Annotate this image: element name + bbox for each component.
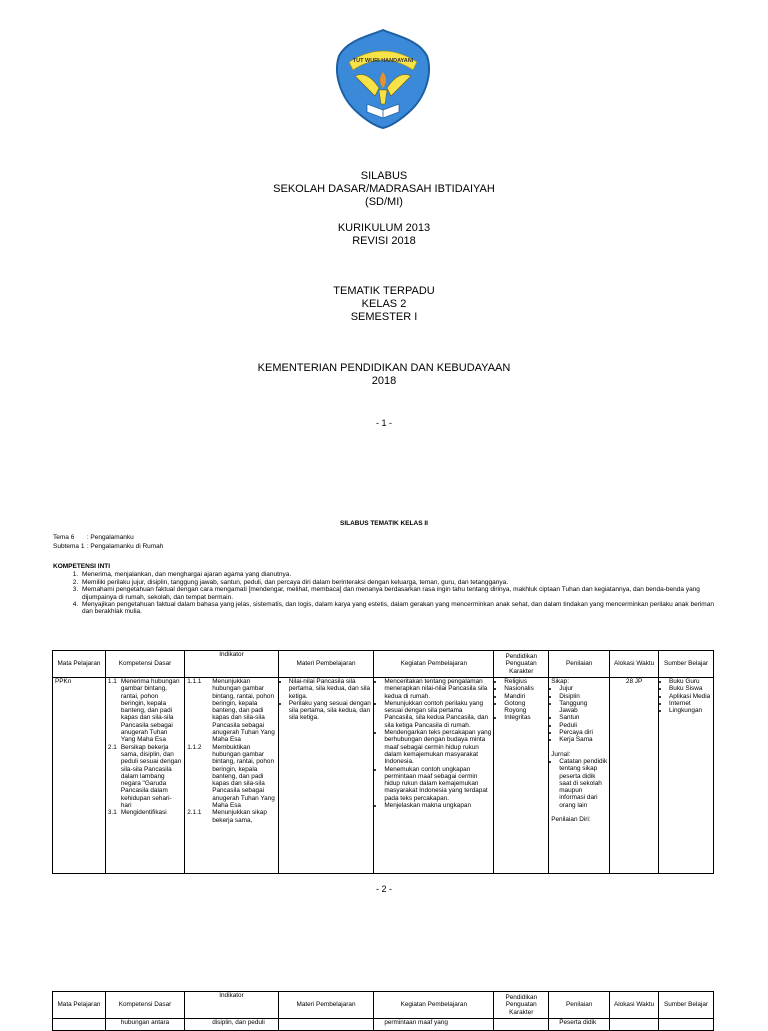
tema-line	[53, 534, 134, 541]
sumber-cell	[659, 678, 714, 874]
cover-year: 2018	[371, 375, 397, 387]
cover-title: SILABUS	[360, 170, 408, 182]
tema-value: : Pengalamanku	[86, 534, 134, 541]
jurnal-label: Jurnal:	[551, 750, 571, 758]
cover-theme: TEMATIK TERPADU	[333, 285, 435, 297]
karakter-item: • Gotong Royong	[504, 700, 546, 715]
ki-list	[53, 571, 715, 615]
karakter-item: • Mandiri	[504, 693, 546, 700]
kegiatan-item: • Mendengarkan teks percakapan yang berhubungan dengan budaya minta maaf sebagai cermin hidup rukun dalam kemajemukan masyarakat Indonesia.	[384, 729, 491, 765]
page-number: - 1 -	[375, 418, 392, 428]
col-header: Materi Pembelajaran	[278, 651, 374, 678]
sikap-item: • Tanggung Jawab	[559, 700, 607, 715]
syllabus-heading: SILABUS TEMATIK KELAS II	[340, 520, 428, 527]
penilaian-diri-label: Penilaian Diri:	[551, 816, 591, 824]
indikator-cell	[185, 678, 279, 874]
col-header: Sumber Belajar	[659, 651, 714, 678]
indikator-item: 1.1.1 Menunjukkan hubungan gambar bintang, rantai, pohon beringin, kepala banteng, dan padi kapas dan sila-sila Pancasila sebagai anugerah Tuhan Yang Maha Esa	[187, 678, 275, 744]
kegiatan-item: • Menemukan contoh ungkapan permintaan maaf sebagai cermin hidup rukun dalam kemajemukan masyarakat Indonesia yang terdapat pada teks percakapan.	[384, 766, 491, 802]
karakter-item: • Nasionalis	[504, 685, 546, 692]
col-header: Mata Pelajaran	[53, 992, 106, 1019]
col-header: Kompetensi Dasar	[105, 992, 184, 1019]
alokasi-cell: 28 JP	[610, 678, 659, 874]
cover-grade: KELAS 2	[361, 298, 407, 310]
karakter-item: • Integritas	[504, 714, 546, 721]
table-header-row	[53, 992, 714, 1019]
sumber-item: • Lingkungan	[669, 707, 711, 714]
col-header: Penilaian	[549, 651, 610, 678]
materi-cell	[278, 678, 374, 874]
cover-revision: REVISI 2018	[352, 235, 416, 247]
subtema-line	[53, 543, 163, 550]
col-header: Materi Pembelajaran	[278, 992, 374, 1019]
indikator-item: 1.1.2 Membuktikan hubungan gambar bintang, rantai, pohon beringin, kepala banteng, dan padi kapas dan sila-sila Pancasila sebagai anugerah Tuhan Yang Maha Esa	[187, 743, 275, 810]
materi-item: • Nilai-nilai Pancasila sila pertama, sila kedua, dan sila ketiga.	[289, 678, 372, 700]
page-number: - 2 -	[375, 884, 392, 894]
tema-label: Tema 6	[53, 534, 75, 541]
cover-ministry: KEMENTERIAN PENDIDIKAN DAN KEBUDAYAAN	[257, 362, 511, 374]
col-header: Kegiatan Pembelajaran	[374, 992, 494, 1019]
sumber-item: • Aplikasi Media	[669, 693, 711, 700]
sikap-item: • Santun	[559, 714, 607, 721]
penilaian-fragment: Peserta didik	[549, 1019, 610, 1031]
subtema-label: Subtema 1	[53, 543, 85, 550]
col-header: Pendidikan Penguatan Karakter	[494, 992, 549, 1019]
table-header-row	[53, 651, 714, 678]
ki-item: 4. Menyajikan pengetahuan faktual dalam bahasa yang jelas, sistematis, dan logis, dalam karya yang estetis, dalam gerakan yang mencerminkan anak sehat, dan dalam tindakan yang mencerminkan perilaku anak beriman dan berakhlak mulia.	[80, 601, 715, 616]
kegiatan-item: • Menunjukkan contoh perilaku yang sesuai dengan sila pertama Pancasila, sila kedua Pancasila, dan sila ketiga Pancasila di rumah.	[384, 700, 491, 729]
kegiatan-cell	[374, 678, 494, 874]
sumber-item: • Internet	[669, 700, 711, 707]
cover-semester: SEMESTER I	[350, 311, 418, 323]
cover-curriculum: KURIKULUM 2013	[337, 222, 431, 234]
kd-item: 3.1 Mengidentifikasi	[107, 809, 167, 817]
kd-fragment: hubungan antara	[105, 1019, 184, 1031]
cover-school-abbr: (SD/MI)	[365, 196, 403, 208]
col-header: Penilaian	[549, 992, 610, 1019]
table-row	[53, 1019, 714, 1031]
sikap-item: • Peduli	[559, 722, 607, 729]
sikap-item: • Kerja Sama	[559, 736, 607, 743]
table-row	[53, 678, 714, 874]
kd-item: 2.1 Bersikap bekerja sama, disiplin, dan peduli sesuai dengan sila-sila Pancasila dalam lambang negara "Garuda Pancasila dalam kehidupan sehari-hari	[107, 743, 182, 810]
sikap-item: • Jujur	[559, 685, 607, 692]
col-header: Mata Pelajaran	[53, 651, 106, 678]
svg-text:TUT WURI HANDAYANI: TUT WURI HANDAYANI	[352, 58, 414, 64]
syllabus-table	[52, 650, 714, 874]
col-header: Pendidikan Penguatan Karakter	[494, 651, 549, 678]
kd-item: 1.1 Menerima hubungan gambar bintang, rantai, pohon beringin, kepala banteng, dan padi kapas dan sila-sila Pancasila sebagai anugerah Tuhan Yang Maha Esa	[107, 678, 180, 744]
kegiatan-item: • Menceritakan tentang pengalaman menerapkan nilai-nilai Pancasila sila kedua di rumah.	[384, 678, 491, 700]
jurnal-item: • Catatan pendidik tentang sikap peserta didik saat di sekolah maupun informasi dari orang lain	[559, 758, 607, 809]
col-header: Alokasi Waktu	[610, 992, 659, 1019]
col-header: Alokasi Waktu	[610, 651, 659, 678]
sikap-item: • Disiplin	[559, 693, 607, 700]
sumber-item: • Buku Siswa	[669, 685, 711, 692]
sikap-item: • Percaya diri	[559, 729, 607, 736]
karakter-item: • Religius	[504, 678, 546, 685]
kegiatan-fragment: permintaan maaf yang	[374, 1019, 494, 1031]
col-header: Indikator	[185, 651, 279, 678]
karakter-cell	[494, 678, 549, 874]
cover-school: SEKOLAH DASAR/MADRASAH IBTIDAIYAH	[273, 183, 495, 195]
ki-item: 1. Menerima, menjalankan, dan menghargai ajaran agama yang dianutnya.	[80, 571, 715, 578]
kegiatan-item: • Menjelaskan makna ungkapan	[384, 802, 491, 809]
materi-item: • Perilaku yang sesuai dengan sila pertama, sila kedua, dan sila ketiga.	[289, 700, 372, 722]
sikap-label: Sikap:	[551, 678, 569, 685]
ki-item: 2. Memiliki perilaku jujur, disiplin, tanggung jawab, santun, peduli, dan percaya diri dalam berinteraksi dengan keluarga, teman, guru, dan tetangganya.	[80, 579, 715, 586]
sumber-item: • Buku Guru	[669, 678, 711, 685]
subject-cell: PPKn	[53, 678, 106, 874]
col-header: Kompetensi Dasar	[105, 651, 184, 678]
ki-heading: KOMPETENSI INTI	[53, 563, 111, 570]
penilaian-cell	[549, 678, 610, 874]
col-header: Indikator	[185, 992, 279, 1019]
tut-wuri-handayani-logo	[333, 26, 433, 130]
col-header: Kegiatan Pembelajaran	[374, 651, 494, 678]
kompetensi-inti	[53, 563, 715, 616]
indikator-fragment: disiplin, dan peduli	[185, 1019, 279, 1031]
col-header: Sumber Belajar	[659, 992, 714, 1019]
indikator-item: 2.1.1 Menunjukkan sikap bekerja sama,	[187, 809, 267, 824]
kd-cell	[105, 678, 184, 874]
subtema-value: : Pengalamanku di Rumah	[86, 543, 164, 550]
syllabus-table-continued	[52, 991, 714, 1031]
ki-item: 3. Memahami pengetahuan faktual dengan cara mengamati [mendengar, melihat, membaca] dan menanya berdasarkan rasa ingin tahu tentang dirinya, makhluk ciptaan Tuhan dan kegiatannya, dan benda-benda yang dijumpainya di rumah, sekolah, dan tempat bermain.	[80, 586, 715, 601]
